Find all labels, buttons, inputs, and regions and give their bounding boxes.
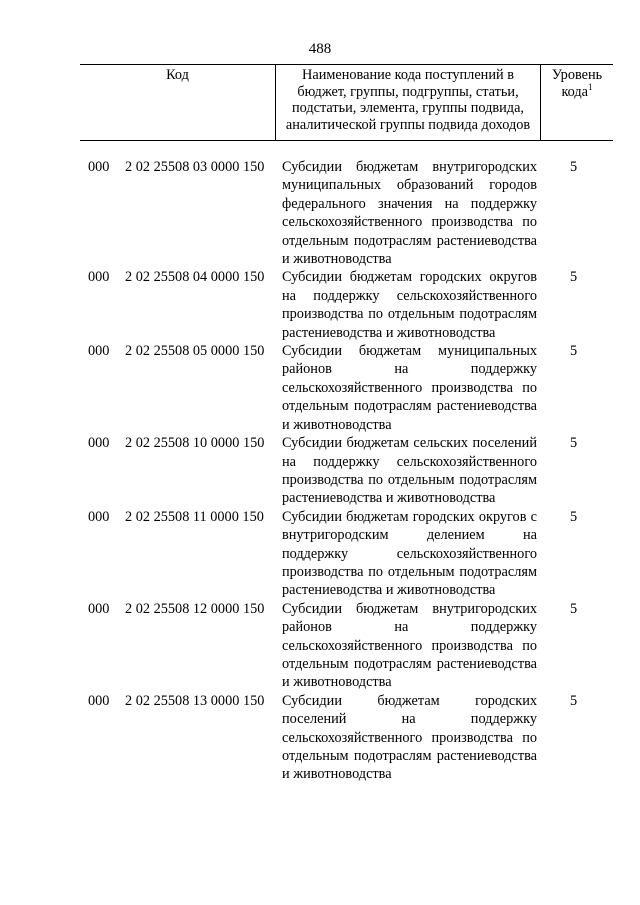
row-level: 5 [570,600,578,617]
row-level: 5 [570,269,578,286]
row-code: 2 02 25508 13 0000 150 [125,692,265,709]
table-row [0,268,640,342]
table-row [0,508,640,600]
row-name: Субсидии бюджетам внутригородских районов на поддержку сельскохозяйственного производства по отдельным подотраслям растениеводства и животноводства [282,600,537,691]
table-body [0,158,640,784]
row-level: 5 [570,435,578,452]
row-name: Субсидии бюджетам сельских поселений на поддержку сельскохозяйственного производства по отдельным подотраслям растениеводства и животноводства [282,435,537,507]
table-row [0,600,640,692]
row-admin-code: 000 [88,435,110,452]
row-name: Субсидии бюджетам внутригородских муниципальных образований городов федерального значения на поддержку сельскохозяйственного производства по отдельным подотраслям растениеводства и животноводства [282,159,537,268]
row-name: Субсидии бюджетам городских округов на поддержку сельскохозяйственного производства по отдельным подотраслям растениеводства и животноводства [282,269,537,341]
row-level: 5 [570,692,578,709]
row-code: 2 02 25508 10 0000 150 [125,435,265,452]
header-level [541,65,613,140]
table-row [0,692,640,784]
row-level: 5 [570,159,578,175]
header-name: Наименование кода поступлений в бюджет, группы, подгруппы, статьи, подстатьи, элемента, группы подвида, аналитической группы подвида доходов [276,65,541,140]
row-code: 2 02 25508 12 0000 150 [125,600,265,617]
row-admin-code: 000 [88,508,110,525]
row-admin-code: 000 [88,159,110,175]
row-admin-code: 000 [88,692,110,709]
table-header [80,64,613,141]
row-level: 5 [570,343,578,360]
row-code: 2 02 25508 11 0000 150 [125,508,264,525]
header-code: Код [80,65,276,140]
header-level-footnote: 1 [588,81,593,92]
row-name: Субсидии бюджетам городских округов с внутригородским делением на поддержку сельскохозяйственного производства по отдельным подотраслям растениеводства и животноводства [282,508,537,599]
row-name: Субсидии бюджетам городских поселений на поддержку сельскохозяйственного производства по отдельным подотраслям растениеводства и животноводства [282,692,537,783]
row-code: 2 02 25508 03 0000 150 [125,159,265,175]
row-admin-code: 000 [88,269,110,286]
row-admin-code: 000 [88,600,110,617]
row-name: Субсидии бюджетам муниципальных районов на поддержку сельскохозяйственного производства по отдельным подотраслям растениеводства и животноводства [282,343,537,433]
row-code: 2 02 25508 04 0000 150 [125,269,265,286]
table-row [0,158,640,268]
header-level-label: Уровень кода [551,67,603,100]
table-row [0,342,640,434]
row-admin-code: 000 [88,343,110,360]
row-code: 2 02 25508 05 0000 150 [125,343,265,360]
page-number: 488 [308,41,332,57]
table-row [0,434,640,508]
row-level: 5 [570,508,578,525]
